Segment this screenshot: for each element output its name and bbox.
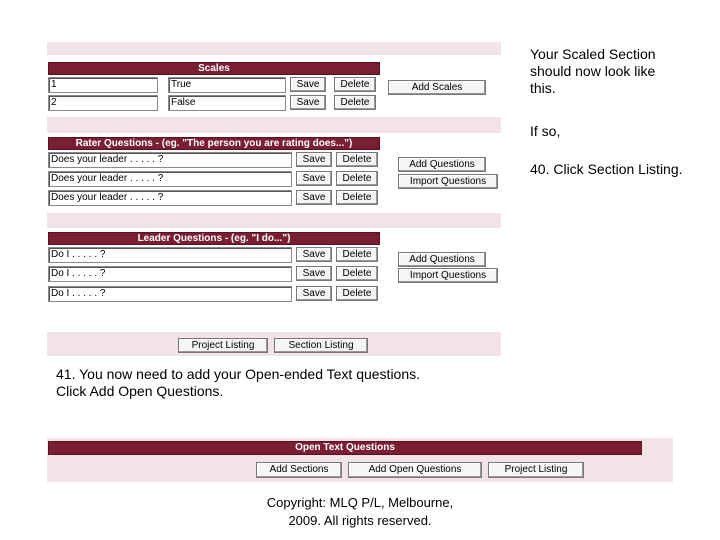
step-41-line: 41. You now need to add your Open-ended Text questions. — [56, 366, 421, 382]
add-open-questions-button[interactable]: Add Open Questions — [348, 462, 482, 478]
save-button[interactable]: Save — [296, 152, 332, 167]
instruction-text — [530, 46, 715, 97]
scales-header: Scales — [48, 62, 380, 75]
delete-button[interactable]: Delete — [336, 247, 378, 262]
instruction-line: this. — [530, 80, 556, 96]
delete-button[interactable]: Delete — [336, 190, 378, 205]
delete-button[interactable]: Delete — [334, 77, 376, 92]
delete-button[interactable]: Delete — [334, 95, 376, 110]
project-listing-button[interactable]: Project Listing — [488, 462, 584, 478]
open-text-questions-header: Open Text Questions — [48, 441, 642, 455]
if-so-text: If so, — [530, 123, 561, 139]
import-questions-button[interactable]: Import Questions — [398, 268, 498, 283]
copyright-line: Copyright: MLQ P/L, Melbourne, — [266, 495, 454, 510]
save-button[interactable]: Save — [296, 286, 332, 301]
step-41-text — [56, 366, 496, 400]
scale-label-field[interactable]: True — [168, 77, 286, 93]
copyright-line: 2009. All rights reserved. — [288, 513, 432, 528]
leader-question-field[interactable]: Do I . . . . . ? — [48, 286, 292, 302]
import-questions-button[interactable]: Import Questions — [398, 174, 498, 189]
add-questions-button[interactable]: Add Questions — [398, 252, 486, 267]
save-button[interactable]: Save — [296, 247, 332, 262]
leader-questions-header: Leader Questions - (eg. "I do...") — [48, 232, 380, 245]
rater-question-field[interactable]: Does your leader . . . . . ? — [48, 171, 292, 187]
project-listing-button[interactable]: Project Listing — [178, 338, 268, 353]
add-scales-button[interactable]: Add Scales — [388, 80, 486, 95]
rater-questions-header: Rater Questions - (eg. "The person you are rating does...") — [48, 137, 380, 150]
scale-number-field[interactable]: 2 — [48, 95, 158, 111]
rater-question-field[interactable]: Does your leader . . . . . ? — [48, 190, 292, 206]
add-sections-button[interactable]: Add Sections — [256, 462, 342, 478]
step-40-text: 40. Click Section Listing. — [530, 161, 683, 177]
leader-question-field[interactable]: Do I . . . . . ? — [48, 266, 292, 282]
save-button[interactable]: Save — [296, 171, 332, 186]
delete-button[interactable]: Delete — [336, 266, 378, 281]
leader-question-field[interactable]: Do I . . . . . ? — [48, 247, 292, 263]
delete-button[interactable]: Delete — [336, 286, 378, 301]
instruction-line: should now look like — [530, 63, 656, 79]
save-button[interactable]: Save — [296, 266, 332, 281]
copyright-notice — [230, 494, 490, 530]
scale-label-field[interactable]: False — [168, 95, 286, 111]
scale-number-field[interactable]: 1 — [48, 77, 158, 93]
rater-question-field[interactable]: Does your leader . . . . . ? — [48, 152, 292, 168]
save-button[interactable]: Save — [290, 95, 326, 110]
delete-button[interactable]: Delete — [336, 171, 378, 186]
section-listing-button[interactable]: Section Listing — [274, 338, 368, 353]
delete-button[interactable]: Delete — [336, 152, 378, 167]
save-button[interactable]: Save — [290, 77, 326, 92]
instruction-line: Your Scaled Section — [530, 46, 656, 62]
add-questions-button[interactable]: Add Questions — [398, 157, 486, 172]
save-button[interactable]: Save — [296, 190, 332, 205]
step-41-line: Click Add Open Questions. — [56, 383, 224, 399]
